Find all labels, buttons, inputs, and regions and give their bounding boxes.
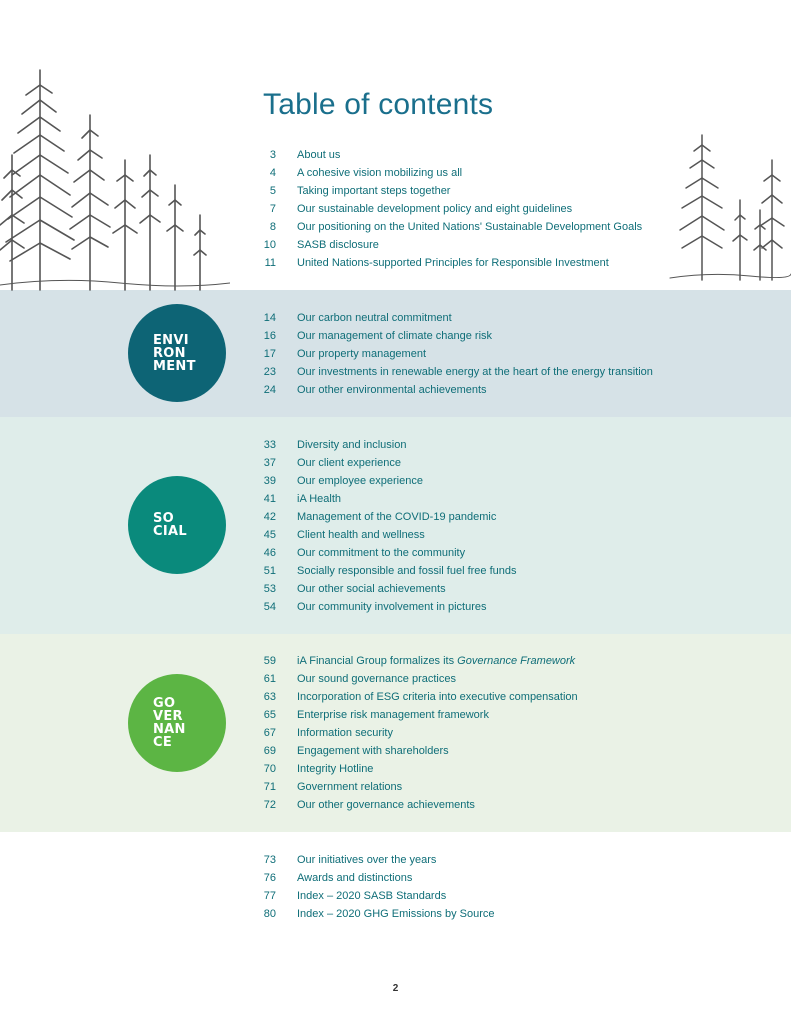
toc-page-number: 46 — [263, 547, 276, 559]
toc-page-number: 39 — [263, 475, 276, 487]
toc-page-number: 3 — [269, 149, 276, 161]
toc-entry-title-italic: Governance Framework — [457, 655, 576, 667]
badge-text: CE — [153, 735, 173, 750]
toc-page-number: 76 — [263, 872, 276, 884]
toc-entry-title: Government relations — [297, 781, 403, 793]
badge-text: VER — [153, 709, 183, 724]
toc-page-number: 70 — [263, 763, 276, 775]
toc-page-number: 71 — [263, 781, 276, 793]
toc-page-number: 41 — [263, 493, 276, 505]
toc-entry-title: Index – 2020 GHG Emissions by Source — [297, 908, 495, 920]
badge-text: SO — [153, 511, 175, 526]
toc-page-number: 69 — [263, 745, 276, 757]
toc-entry-title: Our employee experience — [297, 475, 423, 487]
toc-entry-title: Integrity Hotline — [297, 763, 374, 775]
toc-entry-title: Enterprise risk management framework — [297, 709, 489, 721]
toc-entry-title: Our management of climate change risk — [297, 330, 493, 342]
toc-entry-title: Information security — [297, 727, 393, 739]
toc-entry-title: Engagement with shareholders — [297, 745, 449, 757]
toc-page-number: 45 — [263, 529, 276, 541]
toc-entry-title: Our sustainable development policy and eight guidelines — [297, 203, 573, 215]
badge-text: GO — [153, 696, 176, 711]
toc-page-number: 8 — [269, 221, 276, 233]
toc-page-number: 61 — [263, 673, 276, 685]
tree-illustration-left — [0, 65, 230, 293]
toc-page-number: 4 — [269, 167, 276, 179]
toc-entry-title: Socially responsible and fossil fuel free funds — [297, 565, 517, 577]
toc-page-number: 10 — [263, 239, 276, 251]
badge-text: MENT — [153, 359, 196, 374]
tree-illustration-right — [660, 130, 791, 285]
toc-page-number: 17 — [263, 348, 276, 360]
governance-badge — [128, 674, 226, 772]
toc-page-number: 37 — [263, 457, 276, 469]
badge-text: ENVI — [153, 333, 189, 348]
toc-page-number: 72 — [263, 799, 276, 811]
toc-entry-title: Incorporation of ESG criteria into executive compensation — [297, 691, 578, 703]
toc-entry-title: Management of the COVID-19 pandemic — [297, 511, 497, 523]
toc-entry-title: A cohesive vision mobilizing us all — [297, 167, 463, 179]
toc-page-number: 51 — [263, 565, 276, 577]
toc-page-number: 33 — [263, 439, 276, 451]
toc-entry-title: Our other governance achievements — [297, 799, 475, 811]
social-badge — [128, 476, 226, 574]
toc-entry-title: Our initiatives over the years — [297, 854, 437, 866]
toc-page-number: 54 — [263, 601, 276, 613]
toc-page-number: 16 — [263, 330, 276, 342]
toc-entry-title: Our sound governance practices — [297, 673, 456, 685]
toc-entry-title: Taking important steps together — [297, 185, 451, 197]
toc-entry-title: SASB disclosure — [297, 239, 379, 251]
toc-page-number: 14 — [263, 312, 276, 324]
toc-entry-title: Diversity and inclusion — [297, 439, 407, 451]
toc-page-number: 24 — [263, 384, 276, 396]
toc-entry-title: Our commitment to the community — [297, 547, 466, 559]
toc-entry-title: Our community involvement in pictures — [297, 601, 487, 613]
toc-entry-title-text: iA Financial Group formalizes its — [297, 655, 458, 667]
toc-page-number: 23 — [263, 366, 276, 378]
toc-entry-title: Our investments in renewable energy at the heart of the energy transition — [297, 366, 653, 378]
badge-text: RON — [153, 346, 186, 361]
toc-page-number: 77 — [263, 890, 276, 902]
toc-entry-title: iA Health — [297, 493, 342, 505]
page-title: Table of contents — [263, 88, 494, 121]
toc-page-number: 73 — [263, 854, 276, 866]
toc-entry-title: About us — [297, 149, 341, 161]
toc-page-number: 53 — [263, 583, 276, 595]
toc-entry-title: Client health and wellness — [297, 529, 425, 541]
toc-entry-title: Our other social achievements — [297, 583, 446, 595]
toc-page-number: 42 — [263, 511, 276, 523]
toc-entry-title: United Nations-supported Principles for Responsible Investment — [297, 257, 609, 269]
toc-page-number: 67 — [263, 727, 276, 739]
toc-entry-title: Our carbon neutral commitment — [297, 312, 452, 324]
toc-entry-title: Awards and distinctions — [297, 872, 413, 884]
toc-entry-title — [297, 652, 575, 670]
badge-text: NAN — [153, 722, 186, 737]
toc-page-number: 11 — [264, 257, 276, 269]
toc-page-number: 63 — [263, 691, 276, 703]
toc-entry-title: Index – 2020 SASB Standards — [297, 890, 447, 902]
page-number: 2 — [392, 983, 399, 994]
environment-badge — [128, 304, 226, 402]
badge-text: CIAL — [153, 524, 187, 539]
toc-page-number: 7 — [269, 203, 276, 215]
toc-entry-title: Our property management — [297, 348, 427, 360]
toc-entry-title: Our other environmental achievements — [297, 384, 487, 396]
toc-entry-title: Our positioning on the United Nations' Sustainable Development Goals — [297, 221, 643, 233]
toc-page-number: 59 — [263, 655, 276, 667]
toc-page-number: 5 — [269, 185, 276, 197]
toc-page-number: 80 — [263, 908, 276, 920]
toc-page-number: 65 — [263, 709, 276, 721]
toc-entry-title: Our client experience — [297, 457, 401, 469]
